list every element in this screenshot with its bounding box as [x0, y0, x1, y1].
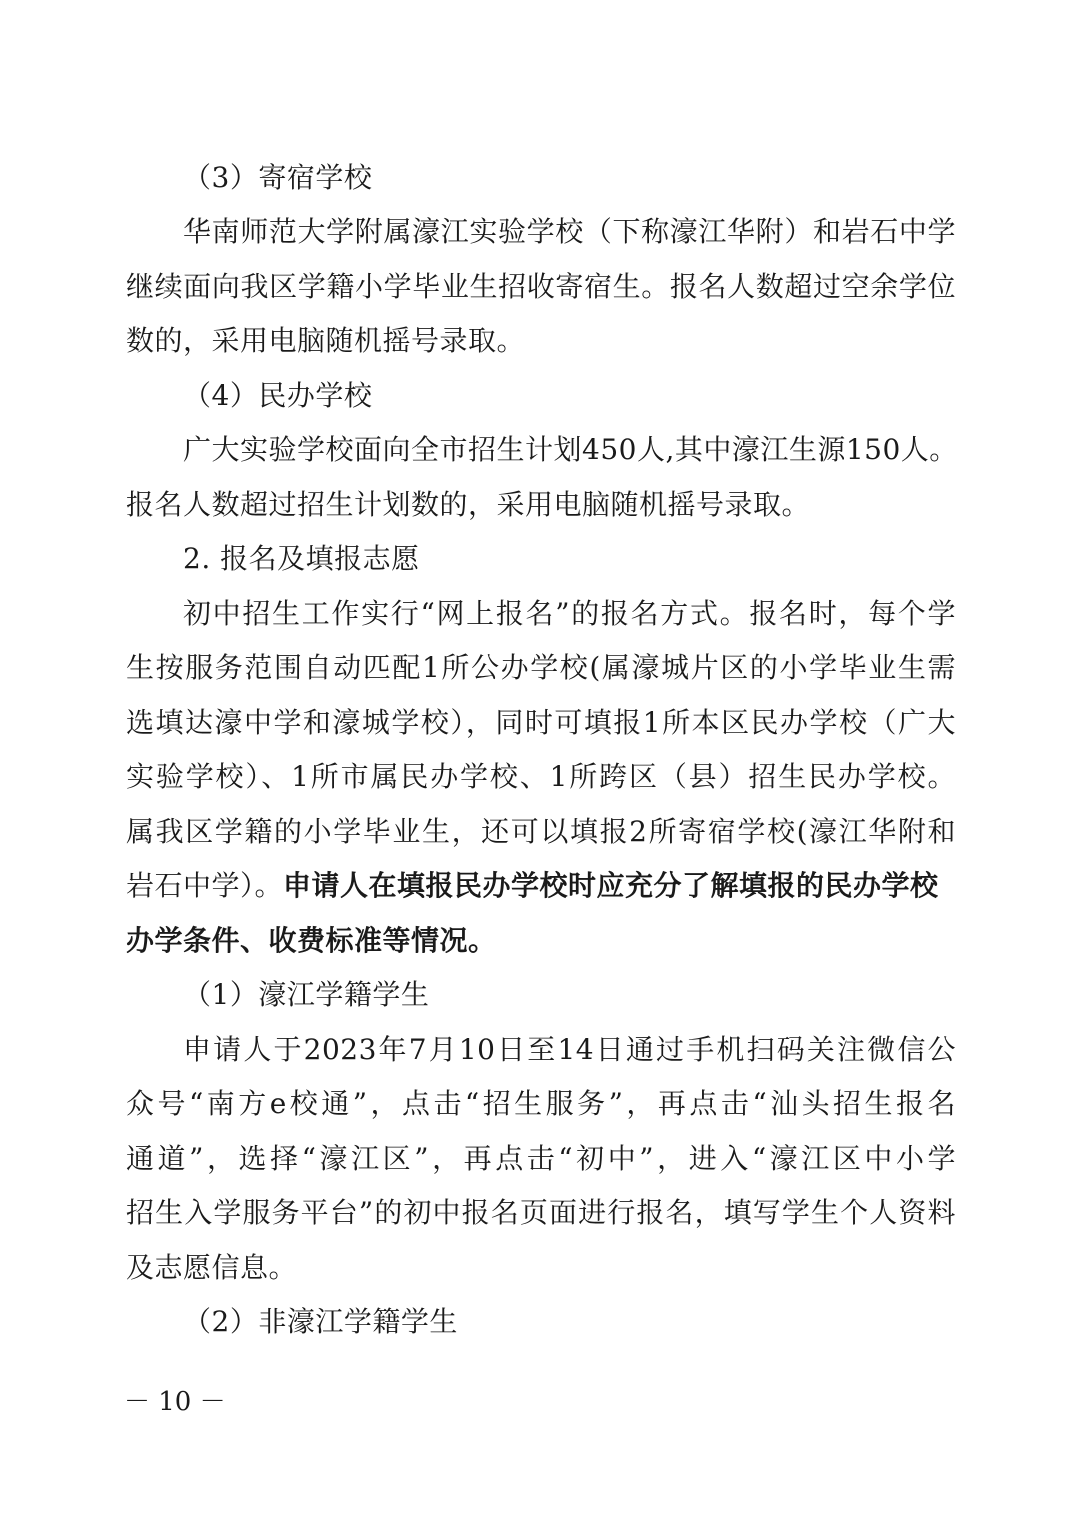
- paragraph-line: 生按服务范围自动匹配1所公办学校(属濠城片区的小学毕业生需: [126, 651, 956, 684]
- paragraph-line: 选填达濠中学和濠城学校），同时可填报1所本区民办学校（广大: [126, 706, 956, 739]
- paragraph-line: 继续面向我区学籍小学毕业生招收寄宿生。报名人数超过空余学位: [126, 270, 956, 303]
- bold-notice: 申请人在填报民办学校时应充分了解填报的民办学校: [283, 869, 939, 902]
- heading-haojiang-students: （1）濠江学籍学生: [183, 978, 430, 1011]
- paragraph-line: 及志愿信息。: [126, 1251, 298, 1284]
- paragraph-line: 初中招生工作实行“网上报名”的报名方式。报名时，每个学: [183, 597, 956, 630]
- paragraph-line: 数的，采用电脑随机摇号录取。: [126, 324, 526, 357]
- paragraph-line: 实验学校）、1所市属民办学校、1所跨区（县）招生民办学校。: [126, 760, 956, 793]
- paragraph-line: 申请人于2023年7月10日至14日通过手机扫码关注微信公: [183, 1033, 956, 1066]
- paragraph-line: 众号“南方e校通”，点击“招生服务”，再点击“汕头招生报名: [126, 1087, 956, 1120]
- paragraph-line-mixed: [126, 866, 956, 906]
- heading-non-haojiang-students: （2）非濠江学籍学生: [183, 1305, 458, 1338]
- paragraph-text: 岩石中学）。: [126, 869, 284, 902]
- paragraph-line: 报名人数超过招生计划数的，采用电脑随机摇号录取。: [126, 488, 811, 521]
- page-number: － 10 －: [124, 1387, 226, 1417]
- heading-registration: 2. 报名及填报志愿: [183, 542, 420, 575]
- paragraph-line: 通道”，选择“濠江区”，再点击“初中”，进入“濠江区中小学: [126, 1142, 956, 1175]
- paragraph-line: 属我区学籍的小学毕业生，还可以填报2所寄宿学校(濠江华附和: [126, 815, 956, 848]
- heading-boarding-schools: （3）寄宿学校: [183, 161, 373, 194]
- heading-private-schools: （4）民办学校: [183, 379, 373, 412]
- paragraph-line: 广大实验学校面向全市招生计划450人,其中濠江生源150人。: [183, 433, 958, 466]
- paragraph-line: 华南师范大学附属濠江实验学校（下称濠江华附）和岩石中学: [183, 215, 956, 248]
- bold-notice-line: 办学条件、收费标准等情况。: [126, 924, 497, 957]
- paragraph-line: 招生入学服务平台”的初中报名页面进行报名，填写学生个人资料: [126, 1196, 956, 1229]
